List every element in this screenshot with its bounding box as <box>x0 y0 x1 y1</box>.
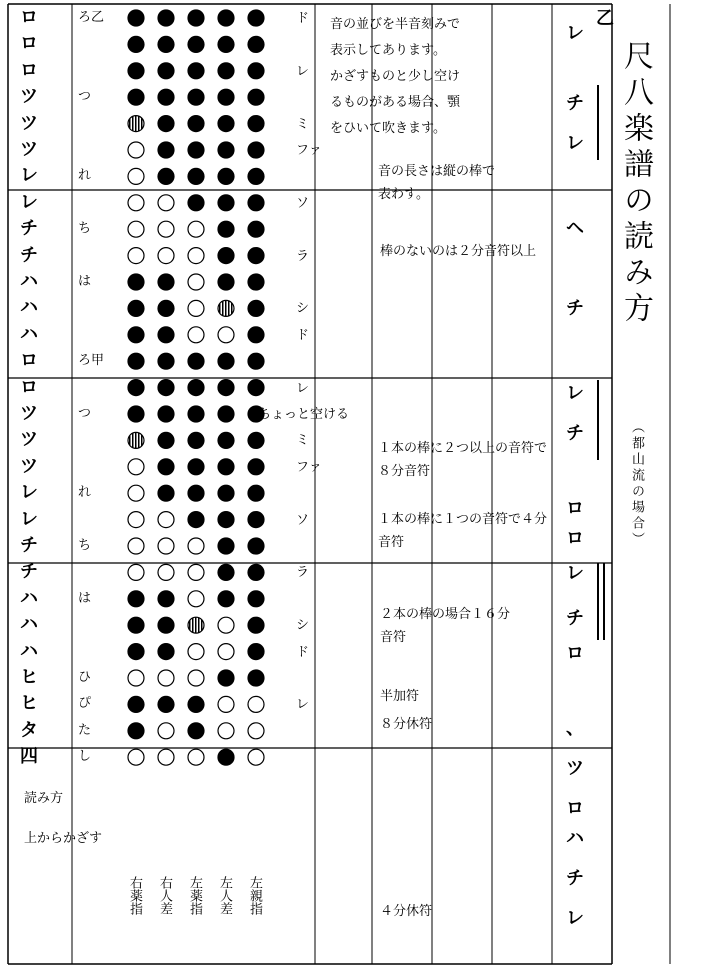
row-symbol: タ <box>20 719 38 741</box>
hole-closed <box>218 89 234 105</box>
notation-mark: ツ <box>566 758 584 779</box>
hole-closed <box>188 10 204 26</box>
hole-closed <box>248 591 264 607</box>
hole-closed <box>188 406 204 422</box>
hole-closed <box>188 485 204 501</box>
row-symbol: ヒ <box>20 667 38 688</box>
hole-closed <box>248 512 264 528</box>
hole-closed <box>248 116 264 132</box>
row-symbol: ツ <box>20 86 38 108</box>
row-kana: ろ乙 <box>78 10 105 25</box>
note-no-bar: 棒のないのは２分音符以上 <box>380 244 537 259</box>
hole-closed <box>218 670 234 686</box>
intro-line: 表示してあります。 <box>330 43 446 58</box>
hole-closed <box>188 116 204 132</box>
intro-line: るものがある場合、顎 <box>330 95 461 110</box>
hole-open <box>158 749 174 765</box>
row-pitch: ファ <box>296 143 322 158</box>
row-symbol: ハ <box>20 297 38 319</box>
finger-label-5: 左親指 <box>247 876 262 915</box>
hole-open <box>158 670 174 686</box>
hole-open <box>188 670 204 686</box>
row-symbol: ハ <box>20 640 38 662</box>
row-pitch: ミ <box>296 116 310 132</box>
row-symbol: ハ <box>20 587 38 609</box>
row-pitch: ラ <box>296 248 310 264</box>
hole-closed <box>158 459 174 475</box>
hole-closed <box>248 538 264 554</box>
row-symbol: チ <box>20 244 38 266</box>
row-pitch: シ <box>296 301 310 317</box>
hole-closed <box>248 274 264 290</box>
hole-closed <box>128 89 144 105</box>
notation-mark: レ <box>566 563 584 584</box>
hole-closed <box>218 10 234 26</box>
hole-closed <box>188 168 204 184</box>
row-kana: ち <box>78 538 92 553</box>
intro-line: 音の並びを半音刻みで <box>330 17 461 32</box>
row-symbol: チ <box>20 561 38 583</box>
note-one-bar-two: １本の棒に２つ以上の音符で８分音符 <box>378 441 548 480</box>
row-pitch: ミ <box>296 433 310 449</box>
hole-closed <box>158 116 174 132</box>
hole-closed <box>248 459 264 475</box>
hole-closed <box>218 353 234 369</box>
hole-closed <box>218 168 234 184</box>
row-pitch: ソ <box>296 195 310 211</box>
cover-from-top: 上からかざす <box>24 831 103 846</box>
hole-closed <box>158 617 174 633</box>
row-kana: れ <box>78 168 92 184</box>
hole-closed <box>218 485 234 501</box>
hole-closed <box>158 644 174 660</box>
hole-open <box>188 644 204 660</box>
duration-note-1: 音の長さは縦の棒で <box>378 164 496 179</box>
row-pitch: レ <box>296 63 310 79</box>
row-symbol: ハ <box>20 323 38 345</box>
hole-half <box>188 617 204 633</box>
hole-open <box>158 564 174 580</box>
row-symbol: ヒ <box>20 693 38 715</box>
intro-line: かざすものと少し空け <box>330 69 461 84</box>
note-one-bar-one: １本の棒に１つの音符で４分音符 <box>378 512 548 551</box>
hole-closed <box>128 644 144 660</box>
hole-closed <box>218 142 234 158</box>
hole-closed <box>188 353 204 369</box>
page-subtitle: （都山流の場合） <box>629 420 644 548</box>
note-half-dot: 半加符 <box>380 689 420 704</box>
hole-open <box>188 327 204 343</box>
hole-closed <box>128 696 144 712</box>
hole-closed <box>218 274 234 290</box>
note-two-bars: ２本の棒の場合１６分音符 <box>380 607 511 646</box>
row-pitch: ド <box>296 11 310 26</box>
row-kana: ぴ <box>78 696 92 712</box>
hole-open <box>188 591 204 607</box>
notation-mark: ロ <box>566 798 584 819</box>
hole-closed <box>218 248 234 264</box>
hole-closed <box>218 406 234 422</box>
hole-open <box>188 538 204 554</box>
hole-open <box>218 723 234 739</box>
note-quarter-rest: ４分休符 <box>380 904 433 919</box>
notation-mark: レ <box>566 908 584 929</box>
row-pitch: ド <box>296 327 310 343</box>
notation-mark: 乙 <box>596 8 614 29</box>
hole-closed <box>218 195 234 211</box>
hole-half <box>218 300 234 316</box>
duration-note-2: 表わす。 <box>378 187 429 202</box>
hole-closed <box>188 432 204 448</box>
hole-closed <box>248 485 264 501</box>
hole-open <box>128 749 144 765</box>
finger-label-2: 右人差 <box>157 876 172 915</box>
hole-closed <box>248 221 264 237</box>
hole-closed <box>188 142 204 158</box>
notation-mark: ヘ <box>566 218 584 239</box>
notation-mark: チ <box>566 93 584 114</box>
hole-open <box>188 749 204 765</box>
hole-closed <box>248 670 264 686</box>
row-symbol: ロ <box>20 33 38 55</box>
hole-closed <box>188 89 204 105</box>
row-kana: ろ甲 <box>78 353 105 369</box>
hole-closed <box>248 195 264 211</box>
hole-closed <box>248 327 264 343</box>
hole-closed <box>218 36 234 52</box>
hole-closed <box>248 10 264 26</box>
notation-mark: チ <box>566 298 584 319</box>
finger-label-3: 左薬指 <box>187 876 202 915</box>
hole-closed <box>218 459 234 475</box>
hole-open <box>188 248 204 264</box>
hole-closed <box>248 380 264 396</box>
hole-closed <box>218 221 234 237</box>
notation-mark: レ <box>566 23 584 44</box>
hole-open <box>158 195 174 211</box>
hole-open <box>188 564 204 580</box>
row-kana: つ <box>78 406 92 421</box>
hole-closed <box>248 300 264 316</box>
hole-open <box>218 327 234 343</box>
hole-open <box>128 248 144 264</box>
hole-closed <box>218 380 234 396</box>
hole-open <box>188 221 204 237</box>
hole-closed <box>158 380 174 396</box>
row-symbol: ツ <box>20 455 38 477</box>
hole-closed <box>128 274 144 290</box>
hole-closed <box>158 485 174 501</box>
hole-closed <box>158 168 174 184</box>
hole-open <box>158 512 174 528</box>
hole-closed <box>158 432 174 448</box>
notation-mark: ロ <box>566 498 584 519</box>
note-eighth-rest: ８分休符 <box>380 717 433 732</box>
hole-closed <box>128 300 144 316</box>
hole-open <box>248 749 264 765</box>
row-symbol: レ <box>20 191 38 213</box>
row-pitch: ラ <box>296 565 310 581</box>
hole-open <box>218 696 234 712</box>
row-kana: し <box>78 749 92 765</box>
intro-line: をひいて吹きます。 <box>330 121 446 136</box>
hole-half <box>128 116 144 132</box>
hole-closed <box>218 63 234 79</box>
hole-closed <box>218 564 234 580</box>
cue-leave-open: ちょっと空ける <box>258 407 350 422</box>
hole-closed <box>158 10 174 26</box>
hole-open <box>158 248 174 264</box>
hole-open <box>188 300 204 316</box>
hole-open <box>188 274 204 290</box>
row-symbol: レ <box>20 508 38 530</box>
row-kana: は <box>78 274 92 289</box>
hole-closed <box>158 89 174 105</box>
row-symbol: レ <box>20 165 38 187</box>
finger-label-4: 左人差 <box>217 876 232 915</box>
hole-closed <box>248 248 264 264</box>
hole-closed <box>128 723 144 739</box>
hole-open <box>128 221 144 237</box>
hole-open <box>158 221 174 237</box>
hole-closed <box>218 749 234 765</box>
hole-closed <box>158 327 174 343</box>
hole-open <box>248 723 264 739</box>
row-symbol: ツ <box>20 112 38 134</box>
hole-closed <box>188 459 204 475</box>
hole-closed <box>248 142 264 158</box>
hole-open <box>218 617 234 633</box>
hole-closed <box>248 168 264 184</box>
row-symbol: 四 <box>20 746 38 768</box>
reading-label: 読み方 <box>24 791 64 806</box>
hole-open <box>158 723 174 739</box>
hole-closed <box>218 512 234 528</box>
hole-closed <box>248 63 264 79</box>
hole-closed <box>188 723 204 739</box>
row-symbol: チ <box>20 218 38 240</box>
hole-closed <box>218 116 234 132</box>
hole-closed <box>128 36 144 52</box>
notation-mark: ハ <box>566 828 584 849</box>
finger-label-1: 右薬指 <box>127 876 142 915</box>
hole-closed <box>158 591 174 607</box>
notation-mark: 、 <box>566 718 584 739</box>
hole-closed <box>128 591 144 607</box>
hole-closed <box>188 696 204 712</box>
hole-closed <box>218 538 234 554</box>
row-pitch: レ <box>296 380 310 396</box>
row-symbol: ハ <box>20 614 38 636</box>
hole-half <box>128 432 144 448</box>
row-pitch: シ <box>296 618 310 634</box>
hole-closed <box>248 89 264 105</box>
notation-mark: レ <box>566 133 584 154</box>
row-kana: ち <box>78 221 92 237</box>
row-kana: は <box>78 590 92 606</box>
hole-closed <box>248 644 264 660</box>
hole-closed <box>218 591 234 607</box>
hole-closed <box>128 353 144 369</box>
row-kana: た <box>78 722 92 738</box>
hole-closed <box>158 300 174 316</box>
row-symbol: ハ <box>20 271 38 292</box>
hole-closed <box>128 10 144 26</box>
notation-mark: チ <box>566 608 584 629</box>
row-pitch: レ <box>296 697 310 713</box>
hole-closed <box>128 617 144 633</box>
hole-closed <box>128 327 144 343</box>
notation-mark: レ <box>566 383 584 404</box>
row-pitch: ファ <box>296 459 322 475</box>
hole-closed <box>188 63 204 79</box>
notation-mark: チ <box>566 868 584 889</box>
row-pitch: ソ <box>296 512 310 528</box>
hole-open <box>128 168 144 184</box>
hole-closed <box>158 406 174 422</box>
hole-open <box>128 538 144 554</box>
page-title: 尺八楽譜の読み方 <box>618 40 653 328</box>
hole-open <box>158 538 174 554</box>
notation-mark: ロ <box>566 643 584 664</box>
hole-closed <box>248 36 264 52</box>
hole-closed <box>248 564 264 580</box>
hole-closed <box>158 142 174 158</box>
row-pitch: ド <box>296 644 310 660</box>
row-symbol: ロ <box>20 59 38 81</box>
row-kana: れ <box>78 485 92 501</box>
row-symbol: ツ <box>20 403 38 424</box>
row-symbol: ロ <box>20 376 38 398</box>
hole-closed <box>188 512 204 528</box>
hole-closed <box>248 617 264 633</box>
hole-closed <box>128 406 144 422</box>
notation-mark: チ <box>566 423 584 444</box>
hole-closed <box>188 36 204 52</box>
row-symbol: ロ <box>20 350 38 372</box>
hole-open <box>248 696 264 712</box>
row-symbol: レ <box>20 482 38 504</box>
hole-open <box>218 644 234 660</box>
hole-closed <box>188 380 204 396</box>
hole-open <box>128 459 144 475</box>
hole-open <box>128 512 144 528</box>
hole-closed <box>158 274 174 290</box>
notation-mark: ロ <box>566 528 584 549</box>
hole-closed <box>218 432 234 448</box>
hole-closed <box>158 36 174 52</box>
hole-open <box>128 195 144 211</box>
hole-closed <box>128 380 144 396</box>
hole-closed <box>248 353 264 369</box>
row-symbol: ロ <box>20 7 38 28</box>
hole-closed <box>158 696 174 712</box>
row-kana: つ <box>78 89 92 105</box>
row-symbol: ツ <box>20 139 38 160</box>
hole-open <box>128 670 144 686</box>
row-symbol: ツ <box>20 429 38 451</box>
hole-closed <box>128 63 144 79</box>
hole-closed <box>158 353 174 369</box>
hole-open <box>128 564 144 580</box>
hole-closed <box>188 195 204 211</box>
hole-open <box>128 485 144 501</box>
row-symbol: チ <box>20 535 38 556</box>
hole-open <box>128 142 144 158</box>
hole-closed <box>158 63 174 79</box>
hole-closed <box>248 432 264 448</box>
row-kana: ひ <box>78 670 92 685</box>
